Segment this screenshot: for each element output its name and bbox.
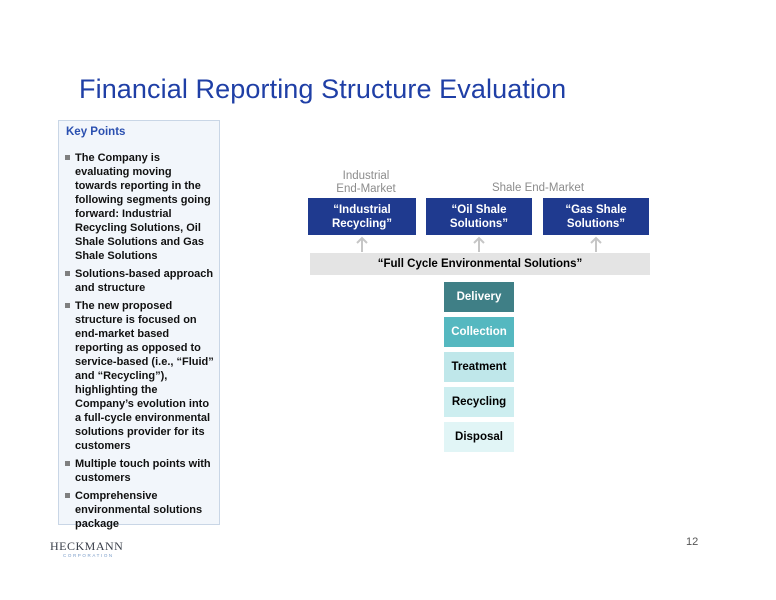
cycle-step-delivery: Delivery [444,282,514,312]
key-point-item: Comprehensive environmental solutions package [64,489,216,531]
bullet-square-icon [65,303,70,308]
bullet-square-icon [65,155,70,160]
key-point-item: The Company is evaluating moving towards reporting in the following segments going forward: Industrial Recycling Solutions, Oil Shale Solutions and Gas Shale Solutions [64,151,216,263]
shale-end-market-label: Shale End-Market [491,182,585,194]
cycle-step-collection: Collection [444,317,514,347]
bullet-square-icon [65,493,70,498]
cycle-step-disposal: Disposal [444,422,514,452]
company-logo: HECKMANN CORPORATION [50,539,124,558]
cycle-step-treatment: Treatment [444,352,514,382]
key-points-panel [58,120,220,530]
key-point-item: The new proposed structure is focused on end-market based reporting as opposed to service-based (i.e., “Fluid” and “Recycling”), highlighting the Company’s evolution into a full-cycle environmental solutions provider for its customers [64,299,216,453]
up-arrow-icon [590,236,602,253]
segment-gas-shale-solutions: “Gas Shale Solutions” [543,198,649,235]
key-points-heading: Key Points [66,126,126,138]
key-point-item: Solutions-based approach and structure [64,267,216,295]
segment-industrial-recycling: “Industrial Recycling” [308,198,416,235]
key-point-item: Multiple touch points with customers [64,457,216,485]
segment-oil-shale-solutions: “Oil Shale Solutions” [426,198,532,235]
up-arrow-icon [473,236,485,253]
cycle-step-recycling: Recycling [444,387,514,417]
page-number: 12 [686,536,699,548]
key-points-list [64,151,216,535]
page-title: Financial Reporting Structure Evaluation [79,74,567,104]
up-arrow-icon [356,236,368,253]
bullet-square-icon [65,461,70,466]
industrial-end-market-label: Industrial End-Market [336,170,396,195]
bullet-square-icon [65,271,70,276]
full-cycle-bar: “Full Cycle Environmental Solutions” [310,253,650,275]
